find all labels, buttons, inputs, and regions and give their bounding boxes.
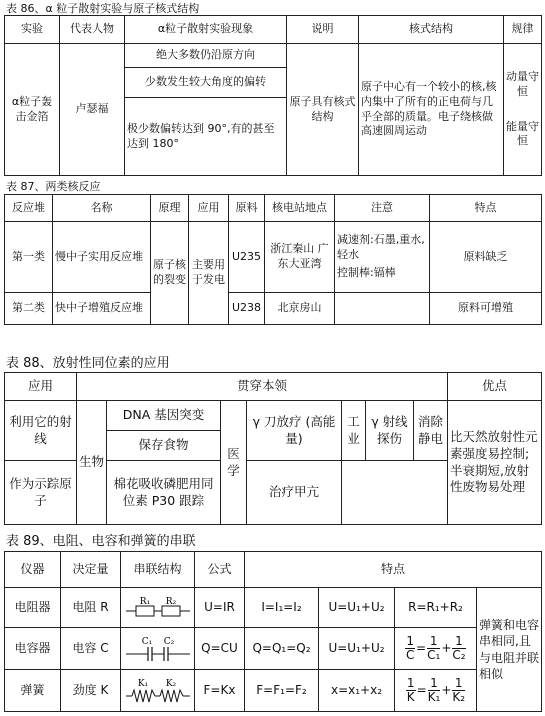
law-energy: 能量守恒 (506, 119, 539, 148)
capacitor-label-2: C₂ (163, 636, 174, 647)
frac-num: 1 (406, 675, 415, 690)
spring-displacement: x=x₁+x₂ (319, 670, 395, 712)
treat-cell: 治疗甲亢 (247, 461, 342, 525)
header-quantity: 决定量 (61, 552, 121, 588)
frac-num: 1 (427, 635, 440, 649)
bio-cell: 生物 (77, 401, 107, 525)
spring-label-1: K₁ (137, 678, 148, 689)
dna-cell: DNA 基因突变 (107, 401, 221, 431)
resistor-label-2: R₂ (165, 596, 176, 607)
feature-1: 原料缺乏 (430, 222, 542, 293)
frac-den: K₁ (427, 690, 441, 704)
reactor-name-2: 快中子增殖反应堆 (53, 293, 151, 325)
table-86 (4, 15, 542, 176)
header-feature: 特点 (430, 195, 542, 222)
med-cell: 医学 (221, 401, 247, 525)
formula-capacitor: Q=CU (195, 628, 245, 670)
header-application: 应用 (189, 195, 229, 222)
gamma-ray-cell: γ 射线探伤 (366, 401, 414, 461)
quantity-capacitor: 电容 C (61, 628, 121, 670)
note-moderator: 减速剂:石墨,重水,轻水 (337, 232, 425, 261)
header-reactor: 反应堆 (5, 195, 53, 222)
frac-den: C (406, 648, 415, 662)
table-88 (4, 372, 542, 525)
frac-den: C₂ (452, 648, 466, 662)
use-tracer: 作为示踪原子 (5, 461, 77, 525)
person-cell: 卢瑟福 (60, 44, 125, 176)
device-capacitor: 电容器 (5, 628, 61, 670)
note-2 (335, 293, 430, 325)
device-resistor: 电阻器 (5, 588, 61, 628)
reactor-type-1: 第一类 (5, 222, 53, 293)
table-86-caption: 表 86、α 粒子散射实验与原子核式结构 (6, 2, 200, 15)
material-2: U238 (229, 293, 265, 325)
frac-den: K (406, 690, 415, 704)
spring-series-symbol (121, 670, 195, 712)
series-note: 弹簧和电容串相同,且与电阻并联相似 (477, 588, 542, 712)
header-person: 代表人物 (60, 16, 125, 44)
header-device: 仪器 (5, 552, 61, 588)
header-law: 规律 (504, 16, 542, 44)
resistor-current: I=I₁=I₂ (245, 588, 319, 628)
resistor-total: R=R₁+R₂ (395, 588, 477, 628)
header-experiment: 实验 (5, 16, 60, 44)
table-89 (4, 551, 542, 712)
phenomenon-2: 少数发生较大角度的偏转 (125, 68, 287, 98)
structure-cell: 原子中心有一个较小的核,核内集中了所有的正电荷与几乎全部的质量。电子绕核做高速圆周运动 (359, 44, 504, 176)
quantity-resistor: 电阻 R (61, 588, 121, 628)
frac-den: K₂ (452, 690, 466, 704)
spring-label-2: K₂ (165, 678, 176, 689)
header-note: 注意 (335, 195, 430, 222)
header-structure: 核式结构 (359, 16, 504, 44)
resistor-voltage: U=U₁+U₂ (319, 588, 395, 628)
law-momentum: 动量守恒 (506, 69, 539, 98)
formula-resistor: U=IR (195, 588, 245, 628)
reactor-name-1: 慢中子实用反应堆 (53, 222, 151, 293)
header-principle: 原理 (151, 195, 189, 222)
location-1: 浙江秦山 广东大亚湾 (265, 222, 335, 293)
advantage-cell: 比天然放射性元素强度易控制;半衰期短,放射性废物易处理 (448, 401, 542, 525)
table-88-caption: 表 88、放射性同位素的应用 (6, 356, 170, 371)
spring-force: F=F₁=F₂ (245, 670, 319, 712)
use-ray: 利用它的射线 (5, 401, 77, 461)
header-penetration: 贯穿本领 (77, 373, 448, 401)
food-cell: 保存食物 (107, 431, 221, 461)
capacitor-label-1: C₁ (141, 636, 152, 647)
note-control-rod: 控制棒:镉棒 (337, 266, 396, 280)
gamma-knife-cell: γ 刀放疗 (高能量) (247, 401, 342, 461)
reactor-type-2: 第二类 (5, 293, 53, 325)
header-advantage: 优点 (448, 373, 542, 401)
feature-2: 原料可增殖 (430, 293, 542, 325)
explanation-cell: 原子具有核式结构 (287, 44, 359, 176)
experiment-cell: α粒子轰击金箔 (5, 44, 60, 176)
frac-den: C₁ (427, 648, 441, 662)
resistor-series-symbol (121, 588, 195, 628)
capacitor-charge: Q=Q₁=Q₂ (245, 628, 319, 670)
formula-spring: F=Kx (195, 670, 245, 712)
table-89-caption: 表 89、电阻、电容和弹簧的串联 (6, 534, 196, 549)
material-1: U235 (229, 222, 265, 293)
header-structure: 串联结构 (121, 552, 195, 588)
table-87 (4, 194, 542, 325)
header-location: 核电站地点 (265, 195, 335, 222)
header-formula: 公式 (195, 552, 245, 588)
capacitor-total: $\frac{1}{C}$ = $\frac{1}{\text{C₁}}$ + $\frac{1}{\text{C₂}}$ (395, 628, 477, 670)
capacitor-voltage: U=U₁+U₂ (319, 628, 395, 670)
frac-num: 1 (452, 635, 465, 649)
static-cell: 消除静电 (414, 401, 448, 461)
law-cell (504, 44, 542, 176)
location-2: 北京房山 (265, 293, 335, 325)
header-features: 特点 (245, 552, 542, 588)
cotton-cell: 棉花吸收磷肥用同位素 P30 跟踪 (107, 461, 221, 525)
capacitor-series-symbol (121, 628, 195, 670)
empty-cell (342, 461, 448, 525)
frac-num: 1 (406, 633, 415, 648)
application-cell: 主要用于发电 (189, 222, 229, 325)
resistor-label-1: R₁ (139, 596, 150, 607)
frac-num: 1 (428, 677, 441, 691)
spring-total: $\frac{1}{K}$ = $\frac{1}{\text{K₁}}$ + $\frac{1}{\text{K₂}}$ (395, 670, 477, 712)
device-spring: 弹簧 (5, 670, 61, 712)
header-explanation: 说明 (287, 16, 359, 44)
frac-num: 1 (452, 677, 465, 691)
header-phenomena: α粒子散射实验现象 (125, 16, 287, 44)
industry-cell: 工业 (342, 401, 366, 461)
phenomenon-3: 极少数偏转达到 90°,有的甚至达到 180° (125, 98, 287, 176)
header-use: 应用 (5, 373, 77, 401)
header-name: 名称 (53, 195, 151, 222)
note-cell (335, 222, 430, 293)
table-87-caption: 表 87、两类核反应 (6, 180, 101, 193)
header-material: 原料 (229, 195, 265, 222)
phenomenon-1: 绝大多数仍沿原方向 (125, 44, 287, 68)
quantity-spring: 劲度 K (61, 670, 121, 712)
principle-cell: 原子核的裂变 (151, 222, 189, 325)
